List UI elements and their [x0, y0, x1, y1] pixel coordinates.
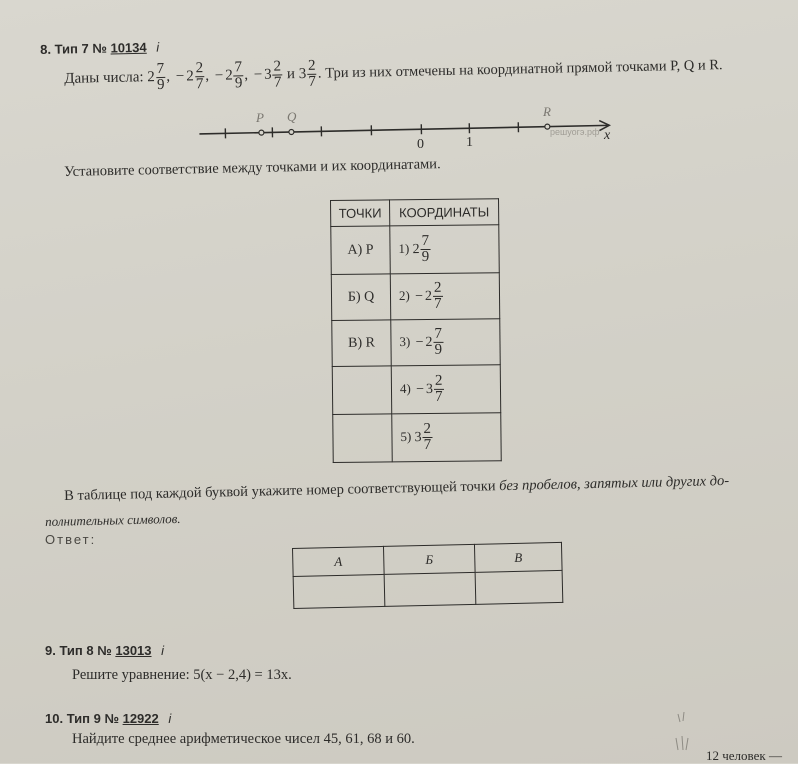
point-cell: Б) Q [331, 274, 390, 321]
coord-cell [390, 273, 499, 320]
label-x: x [604, 128, 610, 144]
fraction [307, 59, 317, 90]
coord-label: 4) [400, 381, 414, 396]
task8-type: Тип 7 [54, 41, 88, 57]
fraction [433, 327, 443, 358]
fraction [233, 60, 243, 91]
table-header-row [331, 199, 499, 227]
point-cell: А) P [331, 226, 390, 275]
numerator: 2 [307, 59, 317, 75]
numerator: 2 [433, 281, 443, 297]
sign: − [415, 289, 423, 304]
task9-header [45, 643, 164, 658]
header-coords: КООРДИНАТЫ [390, 199, 499, 226]
point-cell [332, 366, 391, 415]
task10-text: Найдите среднее арифметическое чисел 45, 61, 68 и 60. [72, 731, 415, 748]
whole-part: 3 [426, 382, 433, 397]
coord-cell [392, 413, 501, 462]
fraction [434, 374, 444, 405]
separator: и [283, 66, 299, 82]
whole-part: 2 [413, 242, 420, 257]
answer-header-b: Б [383, 544, 475, 574]
whole-part: 3 [415, 430, 422, 445]
coord-label: 5) [400, 429, 414, 444]
task9-text: Решите уравнение: 5(x − 2,4) = 13x. [72, 667, 292, 684]
sign: − [416, 335, 424, 350]
task8-no: № [92, 41, 107, 56]
task9-type: Тип 8 [59, 643, 93, 658]
matching-table [330, 198, 502, 463]
table-row [331, 225, 499, 275]
denominator: 9 [234, 76, 244, 91]
mixed-number [174, 68, 206, 85]
sign: − [176, 68, 185, 84]
info-icon[interactable]: i [168, 711, 171, 726]
whole-part: 3 [299, 66, 307, 82]
table-row [333, 413, 501, 463]
answer-instruction [64, 473, 729, 505]
task8-numbers-line [64, 50, 723, 95]
mixed-number [414, 382, 445, 397]
denominator: 9 [421, 250, 431, 265]
denominator: 7 [433, 297, 443, 312]
mixed-number [252, 66, 284, 83]
sign: − [416, 382, 424, 397]
answer-label: Ответ: [45, 532, 96, 547]
coord-label: 1) [398, 241, 412, 256]
denominator: 7 [195, 77, 205, 92]
answer-input-row [293, 570, 563, 608]
answer-header-v: В [474, 542, 562, 572]
answer-cell-v[interactable] [475, 570, 563, 604]
cutoff-text: 12 человек — [706, 748, 782, 764]
table-row [332, 319, 500, 367]
denominator: 7 [307, 75, 317, 90]
sign: − [215, 68, 224, 84]
whole-part: 3 [264, 67, 272, 83]
point-cell: В) R [332, 320, 391, 367]
sign: − [254, 67, 263, 83]
answer-table [292, 542, 563, 609]
mixed-number [213, 67, 245, 84]
denominator: 7 [434, 390, 444, 405]
point-cell [333, 414, 392, 463]
separator: , [166, 69, 174, 85]
whole-part: 2 [225, 67, 233, 83]
task8-intro: Даны числа: [64, 69, 144, 87]
mixed-number [147, 69, 166, 85]
numerator: 7 [433, 327, 443, 343]
task8-number-list [147, 65, 325, 85]
denominator: 9 [156, 78, 166, 93]
mixed-number [413, 242, 432, 257]
coord-label: 3) [399, 334, 413, 349]
separator: , [205, 68, 213, 84]
fraction [156, 62, 166, 93]
numerator: 7 [156, 62, 166, 78]
fraction [422, 422, 432, 453]
task8-text-after: Три из них отмечены на координатной прямой точками P, Q и R. [325, 57, 723, 81]
whole-part: 2 [147, 69, 155, 85]
fraction [433, 281, 443, 312]
mixed-number [414, 335, 445, 350]
answer-instruction-plain: В таблице под каждой буквой укажите номер соответствующей точки [64, 478, 496, 504]
label-zero: 0 [417, 137, 424, 153]
point-p-label: P [256, 110, 264, 126]
task10-number: 10. [45, 711, 63, 726]
label-one: 1 [466, 135, 473, 151]
mixed-number [299, 66, 318, 82]
task10-header [45, 711, 171, 726]
numerator: 2 [434, 374, 444, 390]
coord-cell [391, 365, 500, 414]
numerator: 2 [422, 422, 432, 438]
pencil-scribble [670, 708, 700, 758]
answer-instruction-italic2: полнительных символов. [45, 511, 181, 530]
mixed-number [413, 289, 444, 304]
denominator: 9 [434, 343, 444, 358]
denominator: 7 [273, 75, 283, 90]
task8-instruction: Установите соответствие между точками и их координатами. [64, 156, 441, 181]
point-r-label: R [543, 104, 551, 120]
task10-id-link[interactable]: 12922 [123, 711, 159, 726]
task8-id-link[interactable]: 10134 [110, 40, 146, 56]
task8-number: 8. [40, 42, 51, 57]
fraction [272, 59, 282, 90]
table-row [332, 365, 500, 415]
mixed-number [415, 430, 434, 445]
header-points: ТОЧКИ [331, 200, 390, 227]
point-p-marker [259, 130, 264, 135]
task8-header [40, 40, 159, 57]
numerator: 2 [194, 61, 204, 77]
numerator: 7 [233, 60, 243, 76]
numerator: 7 [420, 234, 430, 250]
separator: . [318, 65, 326, 81]
table-row [331, 273, 499, 321]
watermark: решуогэ.рф [550, 127, 599, 137]
numerator: 2 [272, 59, 282, 75]
coord-label: 2) [399, 288, 413, 303]
task9-number: 9. [45, 643, 56, 658]
task9-no: № [97, 643, 112, 658]
whole-part: 2 [425, 335, 432, 350]
denominator: 7 [423, 438, 433, 453]
info-icon[interactable]: i [156, 40, 159, 55]
coord-cell [390, 225, 499, 274]
answer-instruction-italic: без пробелов, запятых или других до- [499, 473, 729, 494]
fraction [420, 234, 430, 265]
answer-cell-a[interactable] [293, 574, 385, 608]
task9-id-link[interactable]: 13013 [115, 643, 151, 658]
separator: , [244, 67, 252, 83]
info-icon[interactable]: i [161, 643, 164, 658]
answer-header-a: А [293, 546, 385, 576]
whole-part: 2 [425, 289, 432, 304]
point-q-marker [289, 129, 294, 134]
coord-cell [391, 319, 500, 366]
whole-part: 2 [186, 68, 194, 84]
task10-type: Тип 9 [67, 711, 101, 726]
fraction [194, 61, 204, 92]
point-q-label: Q [287, 109, 296, 125]
answer-cell-b[interactable] [384, 572, 476, 606]
task10-no: № [104, 711, 119, 726]
